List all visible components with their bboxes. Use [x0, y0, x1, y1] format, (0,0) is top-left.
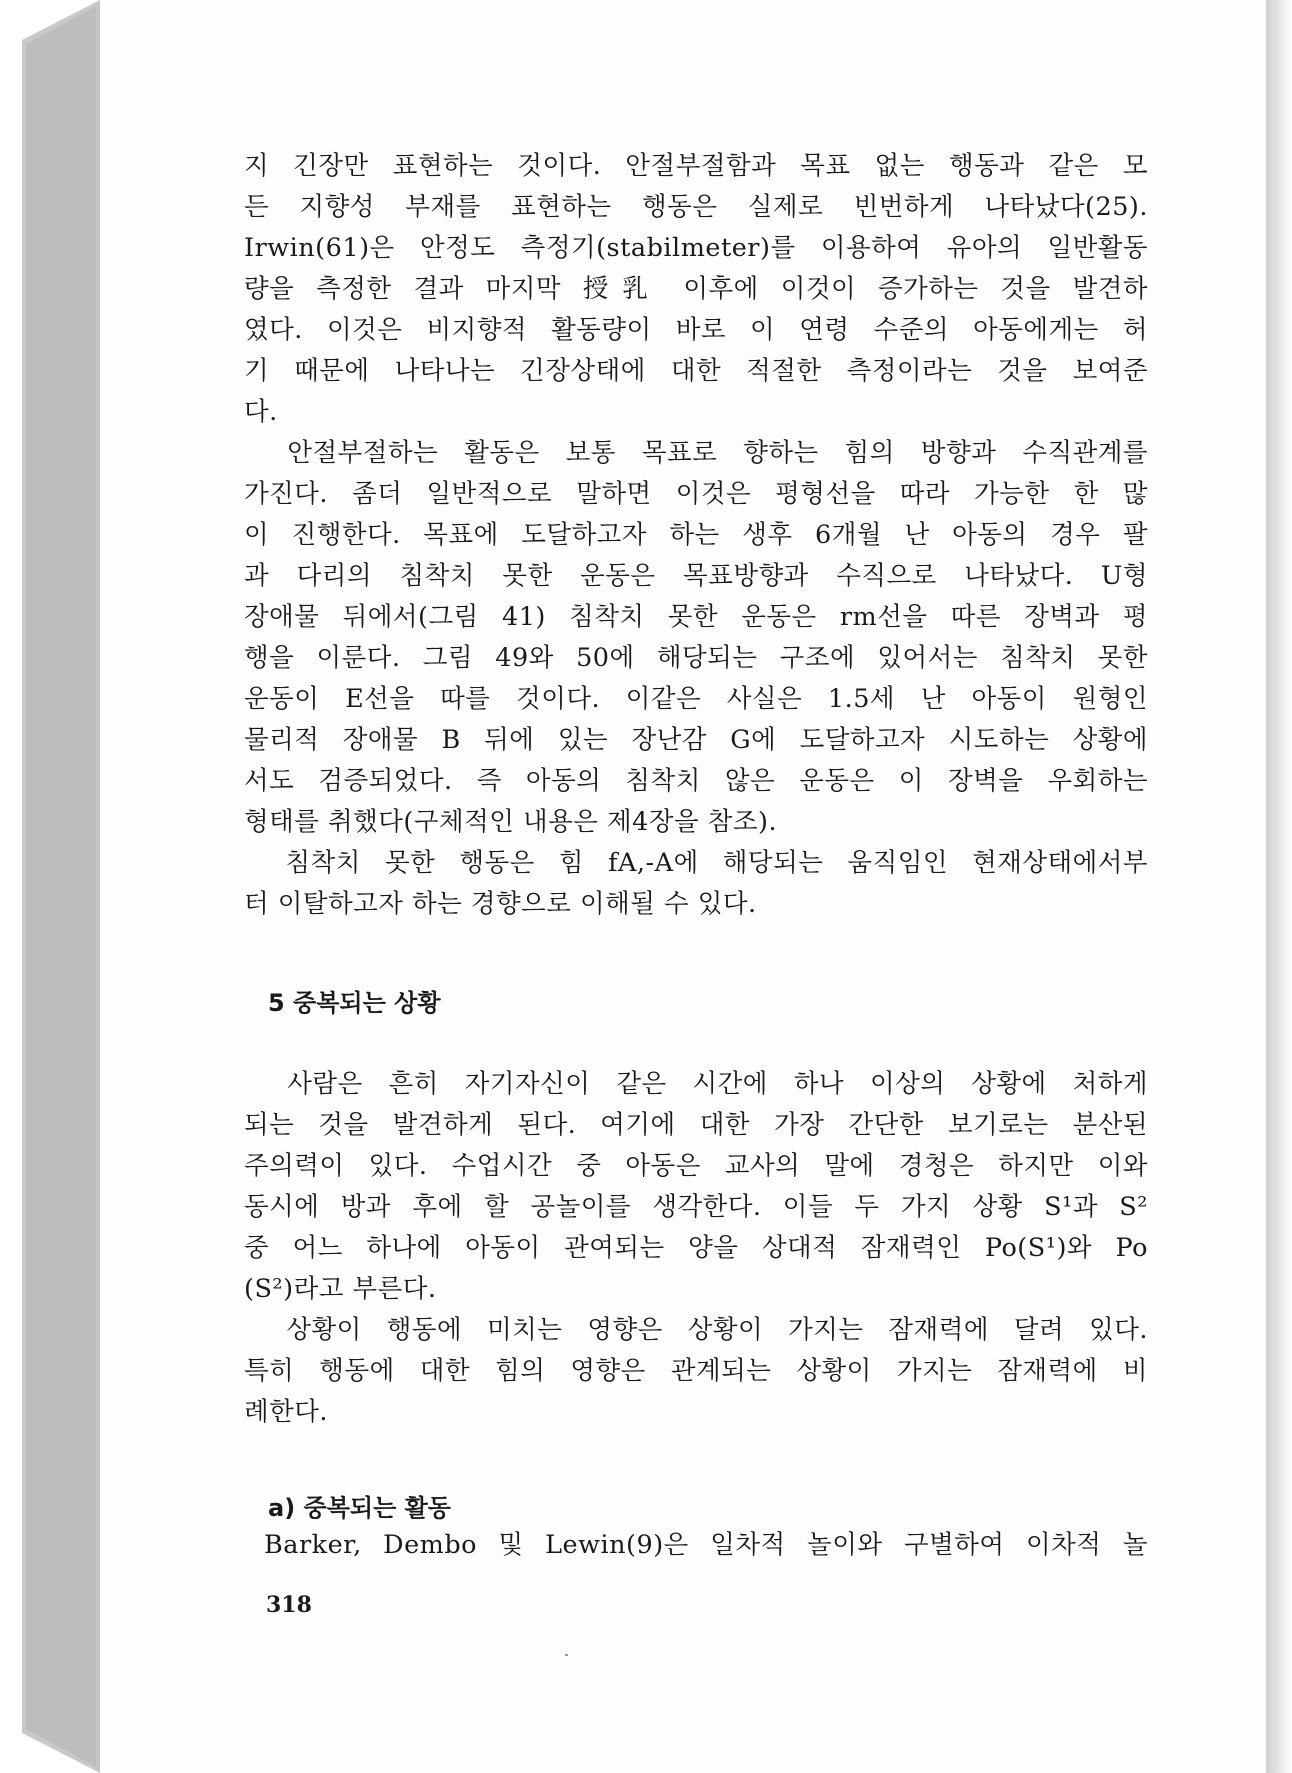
text-line: 행을 이룬다. 그림 49와 50에 해당되는 구조에 있어서는 침착치 못한 — [244, 643, 1148, 673]
text-line: 주의력이 있다. 수업시간 중 아동은 교사의 말에 경청은 하지만 이와 — [244, 1151, 1148, 1181]
text-line: 기 때문에 나타나는 긴장상태에 대한 적절한 측정이라는 것을 보여준 — [244, 356, 1148, 386]
text-line: 상황이 행동에 미치는 영향은 상황이 가지는 잠재력에 달려 있다. — [244, 1315, 1148, 1345]
scan-speck — [565, 1654, 568, 1656]
page-edge — [1266, 0, 1292, 1773]
text-line: 터 이탈하고자 하는 경향으로 이해될 수 있다. — [244, 889, 757, 919]
text-line: 이 진행한다. 목표에 도달하고자 하는 생후 6개월 난 아동의 경우 팔 — [244, 520, 1148, 550]
paragraph-block-4 — [244, 1064, 1148, 1310]
text-line: 중 어느 하나에 아동이 관여되는 양을 상대적 잠재력인 Po(S¹)와 Po — [244, 1233, 1148, 1263]
text-line: 량을 측정한 결과 마지막 授乳 이후에 이것이 증가하는 것을 발견하 — [244, 274, 1148, 304]
paragraph-block-2 — [244, 433, 1148, 843]
text-line: 특히 행동에 대한 힘의 영향은 관계되는 상황이 가지는 잠재력에 비 — [244, 1356, 1148, 1386]
text-line: 례한다. — [244, 1397, 329, 1427]
page-number: 318 — [266, 1592, 312, 1618]
text-line: 안절부절하는 활동은 보통 목표로 향하는 힘의 방향과 수직관계를 — [244, 438, 1148, 468]
text-line: 든 지향성 부재를 표현하는 행동은 실제로 빈번하게 나타났다(25). — [244, 192, 1148, 222]
text-line: 과 다리의 침착치 못한 운동은 목표방향과 수직으로 나타났다. U형 — [244, 561, 1148, 591]
text-line: 였다. 이것은 비지향적 활동량이 바로 이 연령 수준의 아동에게는 허 — [244, 315, 1148, 345]
text-line: 침착치 못한 행동은 힘 fA,-A에 해당되는 움직임인 현재상태에서부 — [244, 848, 1148, 878]
text-line: 물리적 장애물 B 뒤에 있는 장난감 G에 도달하고자 시도하는 상황에 — [244, 725, 1148, 755]
paragraph-block-5 — [244, 1310, 1148, 1433]
subsection-heading: a) 중복되는 활동 — [268, 1494, 451, 1522]
text-line: 가진다. 좀더 일반적으로 말하면 이것은 평형선을 따라 가능한 한 많 — [244, 479, 1148, 509]
text-line: 되는 것을 발견하게 된다. 여기에 대한 가장 간단한 보기로는 분산된 — [244, 1110, 1148, 1140]
text-line: 동시에 방과 후에 할 공놀이를 생각한다. 이들 두 가지 상황 S¹과 S² — [244, 1192, 1148, 1222]
paragraph-block-6 — [264, 1525, 1148, 1566]
text-line: 다. — [244, 397, 278, 427]
text-line: 지 긴장만 표현하는 것이다. 안절부절함과 목표 없는 행동과 같은 모 — [244, 151, 1148, 181]
text-line: 사람은 흔히 자기자신이 같은 시간에 하나 이상의 상황에 처하게 — [244, 1069, 1148, 1099]
section-heading: 5 중복되는 상황 — [268, 989, 441, 1017]
text-line: 장애물 뒤에서(그림 41) 침착치 못한 운동은 rm선을 따른 장벽과 평 — [244, 602, 1148, 632]
text-line: 운동이 E선을 따를 것이다. 이같은 사실은 1.5세 난 아동이 원형인 — [244, 684, 1148, 714]
book-spine-edge — [22, 0, 100, 1773]
text-line: (S²)라고 부른다. — [244, 1274, 437, 1304]
paragraph-block-1 — [244, 146, 1148, 433]
paragraph-block-3 — [244, 843, 1148, 925]
text-line: Irwin(61)은 안정도 측정기(stabilmeter)를 이용하여 유아의 일반활동 — [244, 233, 1148, 263]
text-line: Barker, Dembo 및 Lewin(9)은 일차적 놀이와 구별하여 이차적 놀 — [264, 1530, 1148, 1560]
text-line: 서도 검증되었다. 즉 아동의 침착치 않은 운동은 이 장벽을 우회하는 — [244, 766, 1148, 796]
text-line: 형태를 취했다(구체적인 내용은 제4장을 참조). — [244, 807, 778, 837]
